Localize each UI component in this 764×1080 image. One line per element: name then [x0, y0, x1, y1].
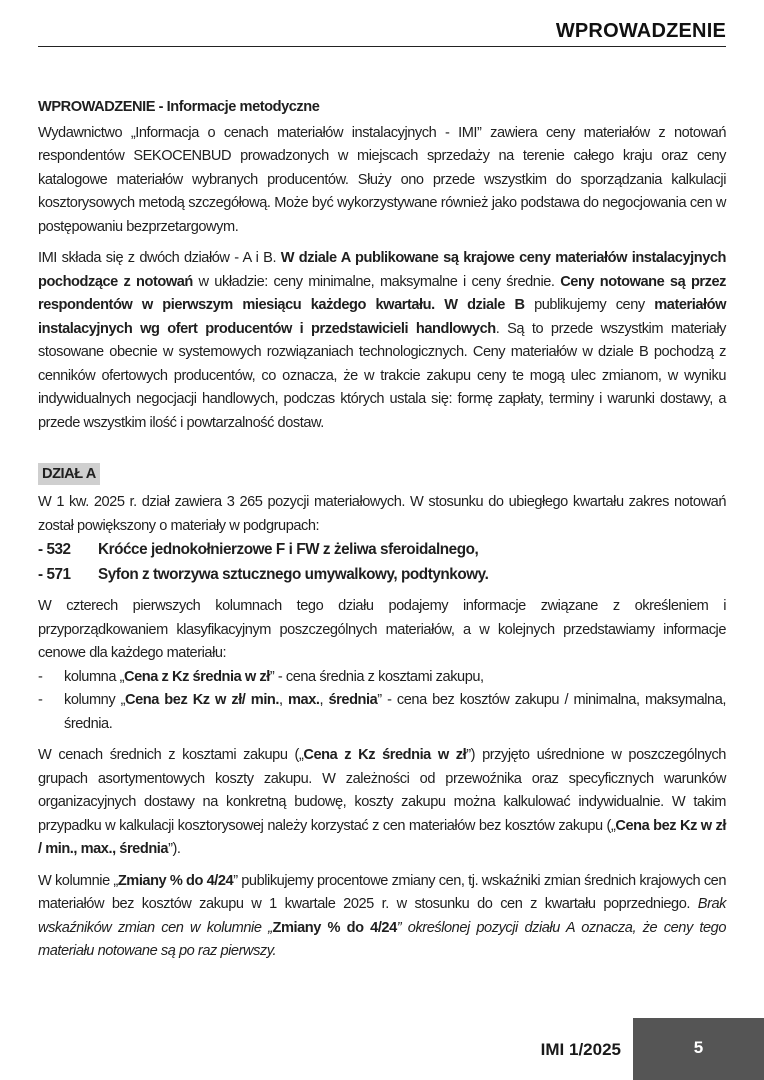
- text-run: IMI składa się z dwóch działów - A i B.: [38, 250, 281, 266]
- dzial-a-paragraph-2: W czterech pierwszych kolumnach tego działu podajemy informacje związane z określeniem i przyporządkowaniem klasyfikacyjnym poszczególnych materiałów, a w kolejnych przedstawiamy informacje cenowe dla każdego materiału:: [38, 598, 726, 661]
- text-run: Zmiany % do 4/24: [117, 872, 234, 889]
- text-run: ”).: [168, 841, 181, 857]
- text-run: ”) przyjęto uśrednione w poszczególnych grupach asortymentowych koszty zakupu. W zależności od przewoźnika oraz specyficznych warunków organizacyjnych dostawy na konkretną budowę, koszty zakupu można kalkulować indywidualnie. W takim przypadku w kalkulacji kosztorysowej należy korzystać z cen materiałów bez kosztów zakupu („: [38, 747, 726, 834]
- subgroup-code: - 532: [38, 541, 71, 558]
- text-run: Cena bez Kz w zł / min., max., średnia: [38, 817, 726, 857]
- text-run: Ceny notowane są przez respondentów w pierwszym miesiącu każdego kwartału. W dziale B: [38, 273, 726, 313]
- list-item-text: [64, 689, 726, 736]
- intro-paragraph-2: [38, 247, 726, 435]
- list-dash: -: [38, 692, 43, 708]
- dzial-a-paragraph-4: [38, 870, 726, 964]
- text-run: W cenach średnich z kosztami zakupu („: [38, 747, 304, 763]
- section-badge-dzial-a: DZIAŁ A: [38, 463, 100, 485]
- column-description-list: [38, 666, 726, 737]
- text-run: publikujemy ceny: [524, 297, 655, 313]
- list-item: [38, 666, 726, 690]
- page-number: 5: [693, 1038, 704, 1057]
- text-run: W dziale A publikowane są krajowe ceny materiałów instalacyjnych pochodzące z notowań: [38, 250, 726, 290]
- text-run: ” - cena bez kosztów zakupu / minimalna, maksymalna, średnia.: [64, 692, 726, 732]
- text-run: ” - cena średnia z kosztami zakupu,: [269, 668, 484, 685]
- text-run: ,: [319, 692, 329, 708]
- text-run: Cena bez Kz w zł/ min.: [125, 692, 280, 708]
- text-run: . Są to przede wszystkim materiały stosowane obecnie w systemowych rozwiązaniach technologicznych. Ceny materiałów w dziale B pochodzą z cenników ofertowych producentów, co oznacza, że w trakcie zakupu ceny te mogą ulec zmianom, w wyniku indywidualnych negocjacji handlowych, podczas których ustala się: formę zapłaty, terminy i warunki dostawy, a przede wszystkim ilość i powtarzalność dostaw.: [38, 320, 726, 431]
- text-run: kolumny „: [64, 692, 126, 708]
- text-run: Zmiany % do 4/24: [272, 919, 397, 936]
- text-run: max.: [288, 692, 320, 708]
- header-divider: [38, 46, 726, 47]
- section-spacer: [38, 443, 726, 463]
- text-run: materiałów instalacyjnych wg ofert producentów i przedstawicieli handlowych: [38, 297, 726, 337]
- list-dash: -: [38, 668, 43, 685]
- text-run: W kolumnie „: [38, 872, 118, 889]
- list-item: [38, 689, 726, 736]
- intro-heading: WPROWADZENIE - Informacje metodyczne: [38, 99, 320, 115]
- page-content: [38, 96, 726, 972]
- text-run: Brak wskaźników zmian cen w kolumnie „: [38, 896, 726, 936]
- text-run: Cena z Kz średnia w zł: [124, 668, 270, 685]
- publication-label: IMI 1/2025: [540, 1040, 621, 1059]
- text-run: Cena z Kz średnia w zł: [303, 747, 467, 763]
- text-run: średnia: [328, 692, 378, 708]
- intro-paragraph-1: Wydawnictwo „Informacja o cenach materiałów instalacyjnych - IMI” zawiera ceny materiałów z notowań respondentów SEKOCENBUD prowadzonych w miejscach sprzedaży na terenie całego kraju oraz ceny katalogowe materiałów wybranych producentów. Służy ono przede wszystkim do sporządzania kalkulacji kosztorysowych metodą szczegółową. Może być wykorzystywane również jako podstawa do negocjowania cen w postępowaniu bezprzetargowym.: [38, 124, 726, 235]
- subgroup-list: [38, 538, 726, 587]
- subgroup-item: [38, 538, 726, 563]
- list-item-text: [64, 666, 726, 690]
- subgroup-code: - 571: [38, 565, 71, 583]
- page-header-title: WPROWADZENIE: [555, 20, 726, 42]
- dzial-a-paragraph-3: [38, 744, 726, 862]
- text-run: ” określonej pozycji działu A oznacza, że ceny tego materiału notowane są po raz pierwszy.: [38, 919, 727, 959]
- subgroup-name: Króćce jednokołnierzowe F i FW z żeliwa sferoidalnego,: [98, 541, 479, 558]
- subgroup-item: [38, 563, 726, 588]
- text-run: kolumna „: [64, 668, 125, 685]
- text-run: w układzie: ceny minimalne, maksymalne i ceny średnie.: [192, 273, 561, 290]
- text-run: ,: [279, 692, 289, 708]
- text-run: ” publikujemy procentowe zmiany cen, tj. wskaźniki zmian średnich krajowych cen materiałów bez kosztów zakupu w 1 kwartale 2025 r. w stosunku do cen z kwartału poprzedniego.: [38, 872, 727, 912]
- subgroup-name: Syfon z tworzywa sztucznego umywalkowy, podtynkowy.: [98, 565, 489, 583]
- dzial-a-paragraph-1: W 1 kw. 2025 r. dział zawiera 3 265 pozycji materiałowych. W stosunku do ubiegłego kwartału zakres notowań został powiększony o materiały w podgrupach:: [38, 494, 726, 534]
- footer-band: [0, 1018, 633, 1080]
